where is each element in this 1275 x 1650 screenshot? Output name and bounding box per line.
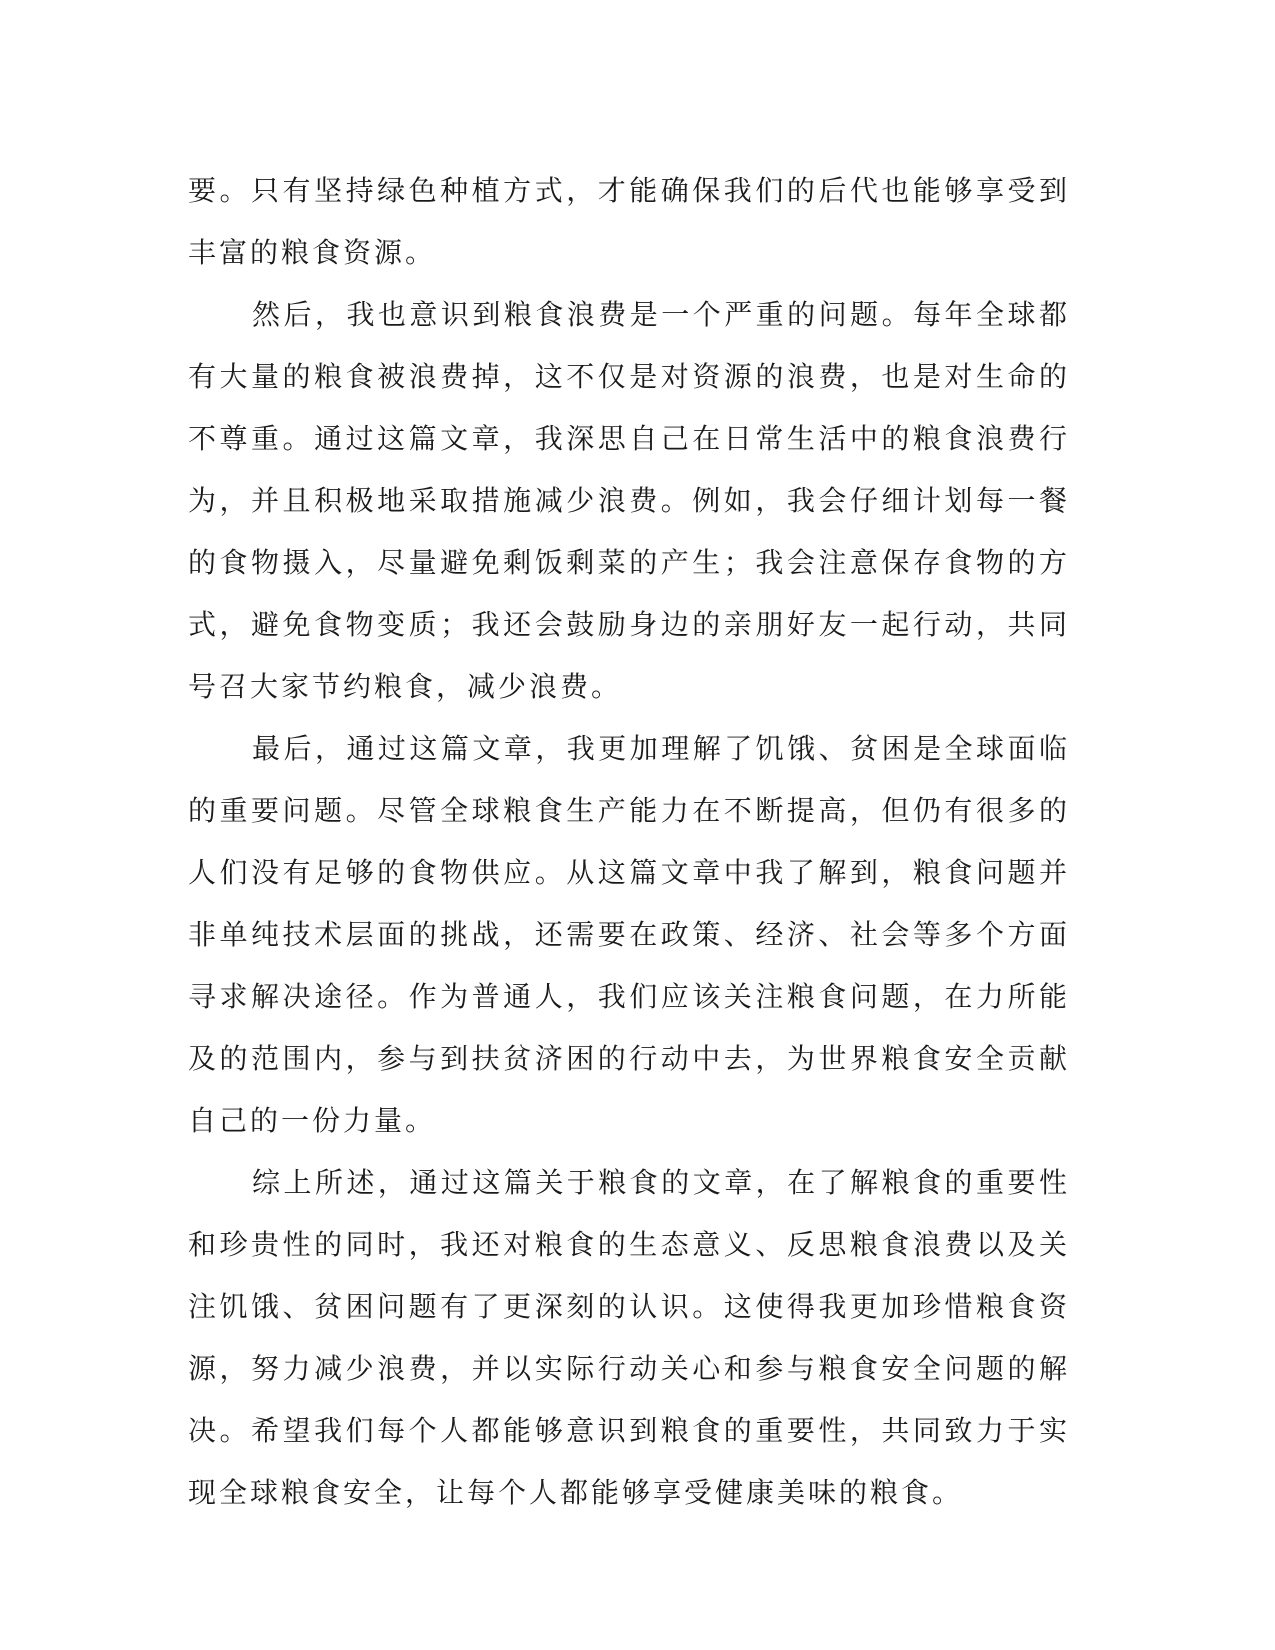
paragraph-conclusion: 综上所述，通过这篇关于粮食的文章，在了解粮食的重要性和珍贵性的同时，我还对粮食的生态意义、反思粮食浪费以及关注饥饿、贫困问题有了更深刻的认识。这使得我更加珍惜粮食资源，努力减少浪费，并以实际行动关心和参与粮食安全问题的解决。希望我们每个人都能够意识到粮食的重要性，共同致力于实现全球粮食安全，让每个人都能够享受健康美味的粮食。 [188, 1166, 1070, 1509]
paragraph-hunger-poverty: 最后，通过这篇文章，我更加理解了饥饿、贫困是全球面临的重要问题。尽管全球粮食生产能力在不断提高，但仍有很多的人们没有足够的食物供应。从这篇文章中我了解到，粮食问题并非单纯技术层面的挑战，还需要在政策、经济、社会等多个方面寻求解决途径。作为普通人，我们应该关注粮食问题，在力所能及的范围内，参与到扶贫济困的行动中去，为世界粮食安全贡献自己的一份力量。 [188, 732, 1070, 1137]
paragraph-continuation: 要。只有坚持绿色种植方式，才能确保我们的后代也能够享受到丰富的粮食资源。 [188, 174, 1070, 269]
document-body [188, 160, 1070, 1524]
paragraph-food-waste: 然后，我也意识到粮食浪费是一个严重的问题。每年全球都有大量的粮食被浪费掉，这不仅是对资源的浪费，也是对生命的不尊重。通过这篇文章，我深思自己在日常生活中的粮食浪费行为，并且积极地采取措施减少浪费。例如，我会仔细计划每一餐的食物摄入，尽量避免剩饭剩菜的产生；我会注意保存食物的方式，避免食物变质；我还会鼓励身边的亲朋好友一起行动，共同号召大家节约粮食，减少浪费。 [188, 298, 1070, 703]
